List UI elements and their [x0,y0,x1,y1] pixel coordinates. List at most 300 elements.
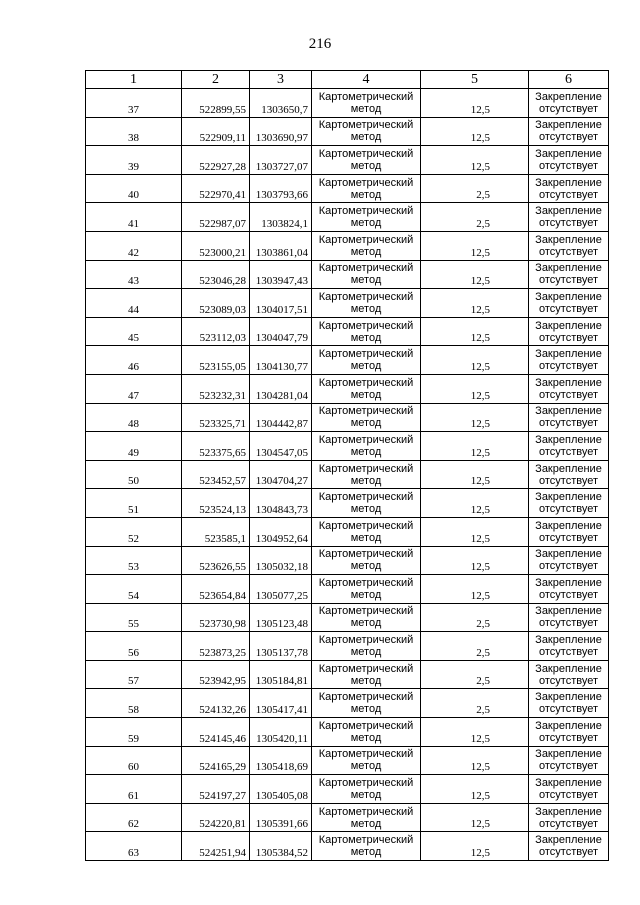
coordinate-y: 1305123,48 [250,603,312,632]
fixing-line-1: Закрепление [535,777,602,790]
coordinate-y: 1305418,69 [250,746,312,775]
fixing-line-1: Закрепление [535,376,602,389]
method-line-2: метод [350,445,382,458]
fixing-cell [529,718,609,747]
method-line-1: Картометрический [318,376,414,389]
method-line-2: метод [350,159,382,172]
method-cell [312,317,421,346]
method-cell [312,746,421,775]
fixing-cell [529,374,609,403]
accuracy: 12,5 [421,117,529,146]
coordinate-y: 1304130,77 [250,346,312,375]
coordinate-y: 1304952,64 [250,517,312,546]
table-row [86,660,609,689]
point-number: 48 [86,403,182,432]
fixing-line-1: Закрепление [535,90,602,103]
method-line-2: метод [350,245,382,258]
table-row [86,317,609,346]
coordinate-y: 1304547,05 [250,432,312,461]
fixing-cell [529,689,609,718]
method-line-2: метод [350,531,382,544]
table-body [86,89,609,861]
method-line-2: метод [350,274,382,287]
point-number: 50 [86,460,182,489]
table-row [86,718,609,747]
coordinate-y: 1305391,66 [250,803,312,832]
method-line-2: метод [350,646,382,659]
table-row [86,231,609,260]
method-cell [312,146,421,175]
point-number: 52 [86,517,182,546]
method-cell [312,89,421,118]
fixing-line-1: Закрепление [535,348,602,361]
method-line-2: метод [350,760,382,773]
method-line-2: метод [350,188,382,201]
table-row [86,89,609,118]
fixing-line-2: отсутствует [538,817,598,830]
coordinate-y: 1303793,66 [250,174,312,203]
page-number: 216 [308,36,332,52]
fixing-line-2: отсутствует [538,360,598,373]
accuracy: 12,5 [421,775,529,804]
point-number: 38 [86,117,182,146]
method-line-1: Картометрический [318,90,414,103]
point-number: 39 [86,146,182,175]
method-line-1: Картометрический [318,290,414,303]
fixing-cell [529,289,609,318]
fixing-line-1: Закрепление [535,491,602,504]
method-line-1: Картометрический [318,777,414,790]
method-cell [312,546,421,575]
fixing-cell [529,660,609,689]
coordinate-y: 1305384,52 [250,832,312,861]
point-number: 49 [86,432,182,461]
fixing-line-2: отсутствует [538,131,598,144]
coordinate-y: 1304442,87 [250,403,312,432]
point-number: 57 [86,660,182,689]
accuracy: 12,5 [421,575,529,604]
fixing-line-2: отсутствует [538,388,598,401]
fixing-cell [529,203,609,232]
point-number: 51 [86,489,182,518]
point-number: 42 [86,231,182,260]
table-row [86,603,609,632]
point-number: 37 [86,89,182,118]
point-number: 44 [86,289,182,318]
method-cell [312,231,421,260]
method-cell [312,289,421,318]
accuracy: 12,5 [421,460,529,489]
table-row [86,775,609,804]
fixing-line-2: отсутствует [538,674,598,687]
coordinate-y: 1305032,18 [250,546,312,575]
fixing-line-2: отсутствует [538,503,598,516]
method-cell [312,374,421,403]
table-row [86,146,609,175]
accuracy: 12,5 [421,489,529,518]
method-line-1: Картометрический [318,433,414,446]
accuracy: 2,5 [421,689,529,718]
table-row [86,746,609,775]
accuracy: 12,5 [421,746,529,775]
coordinate-x: 523375,65 [182,432,250,461]
coordinate-x: 523452,57 [182,460,250,489]
table-row [86,117,609,146]
table-row [86,832,609,861]
fixing-line-2: отсутствует [538,731,598,744]
column-header: 2 [182,71,250,89]
method-line-1: Картометрический [318,348,414,361]
accuracy: 2,5 [421,174,529,203]
table-row [86,489,609,518]
fixing-line-1: Закрепление [535,605,602,618]
coordinate-x: 523942,95 [182,660,250,689]
method-cell [312,632,421,661]
fixing-line-2: отсутствует [538,846,598,859]
column-header: 3 [250,71,312,89]
fixing-line-2: отсутствует [538,703,598,716]
coordinate-y: 1303947,43 [250,260,312,289]
fixing-line-1: Закрепление [535,205,602,218]
method-line-1: Картометрический [318,748,414,761]
method-line-1: Картометрический [318,548,414,561]
accuracy: 12,5 [421,718,529,747]
method-cell [312,346,421,375]
method-cell [312,174,421,203]
method-line-1: Картометрический [318,834,414,847]
fixing-line-2: отсутствует [538,760,598,773]
accuracy: 12,5 [421,546,529,575]
fixing-line-2: отсутствует [538,789,598,802]
coordinate-x: 524165,29 [182,746,250,775]
coordinate-x: 523046,28 [182,260,250,289]
fixing-cell [529,460,609,489]
table-row [86,575,609,604]
method-line-2: метод [350,846,382,859]
method-cell [312,803,421,832]
table-row [86,460,609,489]
fixing-line-2: отсутствует [538,274,598,287]
fixing-line-1: Закрепление [535,119,602,132]
point-number: 53 [86,546,182,575]
method-line-2: метод [350,417,382,430]
fixing-cell [529,231,609,260]
coordinate-y: 1304704,27 [250,460,312,489]
coordinate-x: 524145,46 [182,718,250,747]
method-line-1: Картометрический [318,119,414,132]
point-number: 47 [86,374,182,403]
coordinate-y: 1303824,1 [250,203,312,232]
accuracy: 12,5 [421,803,529,832]
coordinate-y: 1305417,41 [250,689,312,718]
coordinate-y: 1305137,78 [250,632,312,661]
fixing-line-2: отсутствует [538,331,598,344]
method-line-2: метод [350,503,382,516]
method-line-1: Картометрический [318,662,414,675]
fixing-line-2: отсутствует [538,417,598,430]
fixing-line-2: отсутствует [538,102,598,115]
fixing-line-1: Закрепление [535,691,602,704]
table-row [86,346,609,375]
point-number: 60 [86,746,182,775]
coordinate-x: 523626,55 [182,546,250,575]
method-cell [312,832,421,861]
method-line-1: Картометрический [318,405,414,418]
coordinate-y: 1305420,11 [250,718,312,747]
fixing-line-1: Закрепление [535,662,602,675]
method-cell [312,203,421,232]
fixing-line-1: Закрепление [535,405,602,418]
fixing-cell [529,546,609,575]
fixing-cell [529,260,609,289]
fixing-cell [529,317,609,346]
table-row [86,632,609,661]
point-number: 41 [86,203,182,232]
method-line-2: метод [350,102,382,115]
fixing-cell [529,517,609,546]
coordinate-y: 1304017,51 [250,289,312,318]
method-line-1: Картометрический [318,576,414,589]
accuracy: 12,5 [421,346,529,375]
method-line-1: Картометрический [318,805,414,818]
accuracy: 12,5 [421,374,529,403]
method-cell [312,575,421,604]
fixing-line-2: отсутствует [538,617,598,630]
column-header: 6 [529,71,609,89]
point-number: 46 [86,346,182,375]
coordinate-x: 522987,07 [182,203,250,232]
fixing-cell [529,89,609,118]
fixing-line-1: Закрепление [535,548,602,561]
table-row [86,517,609,546]
accuracy: 12,5 [421,403,529,432]
fixing-line-2: отсутствует [538,531,598,544]
table-row [86,203,609,232]
method-cell [312,603,421,632]
method-line-2: метод [350,302,382,315]
fixing-cell [529,603,609,632]
coordinate-y: 1304047,79 [250,317,312,346]
method-line-2: метод [350,217,382,230]
fixing-line-1: Закрепление [535,834,602,847]
fixing-cell [529,832,609,861]
coordinate-y: 1303727,07 [250,146,312,175]
accuracy: 2,5 [421,203,529,232]
method-cell [312,260,421,289]
coordinate-x: 522909,11 [182,117,250,146]
fixing-line-2: отсутствует [538,302,598,315]
coordinate-x: 523654,84 [182,575,250,604]
method-line-2: метод [350,474,382,487]
coordinate-y: 1303650,7 [250,89,312,118]
point-number: 55 [86,603,182,632]
accuracy: 2,5 [421,603,529,632]
coordinate-y: 1305405,08 [250,775,312,804]
fixing-line-1: Закрепление [535,147,602,160]
coordinate-x: 523232,31 [182,374,250,403]
method-cell [312,689,421,718]
point-number: 58 [86,689,182,718]
table-row [86,803,609,832]
method-line-1: Картометрический [318,176,414,189]
fixing-cell [529,403,609,432]
method-line-2: метод [350,674,382,687]
column-header: 1 [86,71,182,89]
fixing-line-1: Закрепление [535,634,602,647]
method-line-1: Картометрический [318,519,414,532]
method-line-2: метод [350,388,382,401]
coordinate-y: 1305184,81 [250,660,312,689]
method-line-1: Картометрический [318,262,414,275]
coordinate-x: 523325,71 [182,403,250,432]
fixing-line-1: Закрепление [535,462,602,475]
fixing-line-2: отсутствует [538,588,598,601]
method-line-1: Картометрический [318,605,414,618]
fixing-line-1: Закрепление [535,262,602,275]
fixing-cell [529,489,609,518]
point-number: 62 [86,803,182,832]
method-line-2: метод [350,731,382,744]
method-line-1: Картометрический [318,205,414,218]
point-number: 61 [86,775,182,804]
method-line-1: Картометрический [318,691,414,704]
coordinate-x: 522970,41 [182,174,250,203]
accuracy: 12,5 [421,432,529,461]
method-line-1: Картометрический [318,491,414,504]
fixing-cell [529,775,609,804]
method-line-1: Картометрический [318,462,414,475]
method-line-2: метод [350,331,382,344]
fixing-line-2: отсутствует [538,445,598,458]
coordinate-x: 522899,55 [182,89,250,118]
method-line-2: метод [350,789,382,802]
coordinate-x: 523089,03 [182,289,250,318]
point-number: 40 [86,174,182,203]
point-number: 63 [86,832,182,861]
column-header: 5 [421,71,529,89]
coordinate-y: 1303861,04 [250,231,312,260]
point-number: 54 [86,575,182,604]
method-line-1: Картометрический [318,719,414,732]
point-number: 59 [86,718,182,747]
method-line-1: Картометрический [318,233,414,246]
fixing-line-2: отсутствует [538,474,598,487]
fixing-line-2: отсутствует [538,159,598,172]
table-header-row [86,71,609,89]
fixing-line-2: отсутствует [538,217,598,230]
method-cell [312,517,421,546]
fixing-line-1: Закрепление [535,748,602,761]
table-row [86,374,609,403]
point-number: 43 [86,260,182,289]
fixing-line-2: отсутствует [538,646,598,659]
fixing-cell [529,432,609,461]
method-cell [312,775,421,804]
fixing-cell [529,632,609,661]
coordinate-x: 524197,27 [182,775,250,804]
coordinate-x: 523112,03 [182,317,250,346]
table-row [86,546,609,575]
fixing-cell [529,803,609,832]
coordinate-x: 523730,98 [182,603,250,632]
method-line-2: метод [350,703,382,716]
coordinate-x: 523873,25 [182,632,250,661]
accuracy: 12,5 [421,146,529,175]
method-line-2: метод [350,617,382,630]
method-line-1: Картометрический [318,147,414,160]
coordinate-x: 523585,1 [182,517,250,546]
coordinate-x: 524220,81 [182,803,250,832]
accuracy: 12,5 [421,260,529,289]
fixing-cell [529,346,609,375]
table-row [86,174,609,203]
table-row [86,260,609,289]
method-cell [312,460,421,489]
fixing-line-1: Закрепление [535,433,602,446]
coordinate-x: 524251,94 [182,832,250,861]
method-cell [312,718,421,747]
accuracy: 12,5 [421,231,529,260]
fixing-line-2: отсутствует [538,560,598,573]
method-cell [312,117,421,146]
coordinate-x: 524132,26 [182,689,250,718]
accuracy: 12,5 [421,832,529,861]
coordinate-y: 1303690,97 [250,117,312,146]
fixing-line-1: Закрепление [535,576,602,589]
fixing-line-2: отсутствует [538,188,598,201]
method-line-2: метод [350,560,382,573]
method-line-2: метод [350,131,382,144]
coordinate-y: 1305077,25 [250,575,312,604]
fixing-line-1: Закрепление [535,719,602,732]
method-line-2: метод [350,817,382,830]
method-line-1: Картометрический [318,319,414,332]
table-row [86,432,609,461]
point-number: 45 [86,317,182,346]
fixing-cell [529,174,609,203]
accuracy: 12,5 [421,317,529,346]
accuracy: 2,5 [421,660,529,689]
method-cell [312,660,421,689]
method-cell [312,432,421,461]
fixing-line-1: Закрепление [535,319,602,332]
coordinate-x: 523000,21 [182,231,250,260]
fixing-cell [529,575,609,604]
table-row [86,689,609,718]
fixing-cell [529,746,609,775]
table-row [86,289,609,318]
fixing-line-1: Закрепление [535,290,602,303]
accuracy: 12,5 [421,89,529,118]
method-cell [312,403,421,432]
fixing-cell [529,146,609,175]
coordinate-x: 523524,13 [182,489,250,518]
coordinate-x: 523155,05 [182,346,250,375]
column-header: 4 [312,71,421,89]
fixing-line-1: Закрепление [535,805,602,818]
method-line-2: метод [350,588,382,601]
coordinate-y: 1304843,73 [250,489,312,518]
fixing-line-1: Закрепление [535,519,602,532]
accuracy: 12,5 [421,289,529,318]
accuracy: 12,5 [421,517,529,546]
fixing-line-2: отсутствует [538,245,598,258]
fixing-cell [529,117,609,146]
table-row [86,403,609,432]
method-cell [312,489,421,518]
coordinates-table [85,70,609,861]
method-line-2: метод [350,360,382,373]
